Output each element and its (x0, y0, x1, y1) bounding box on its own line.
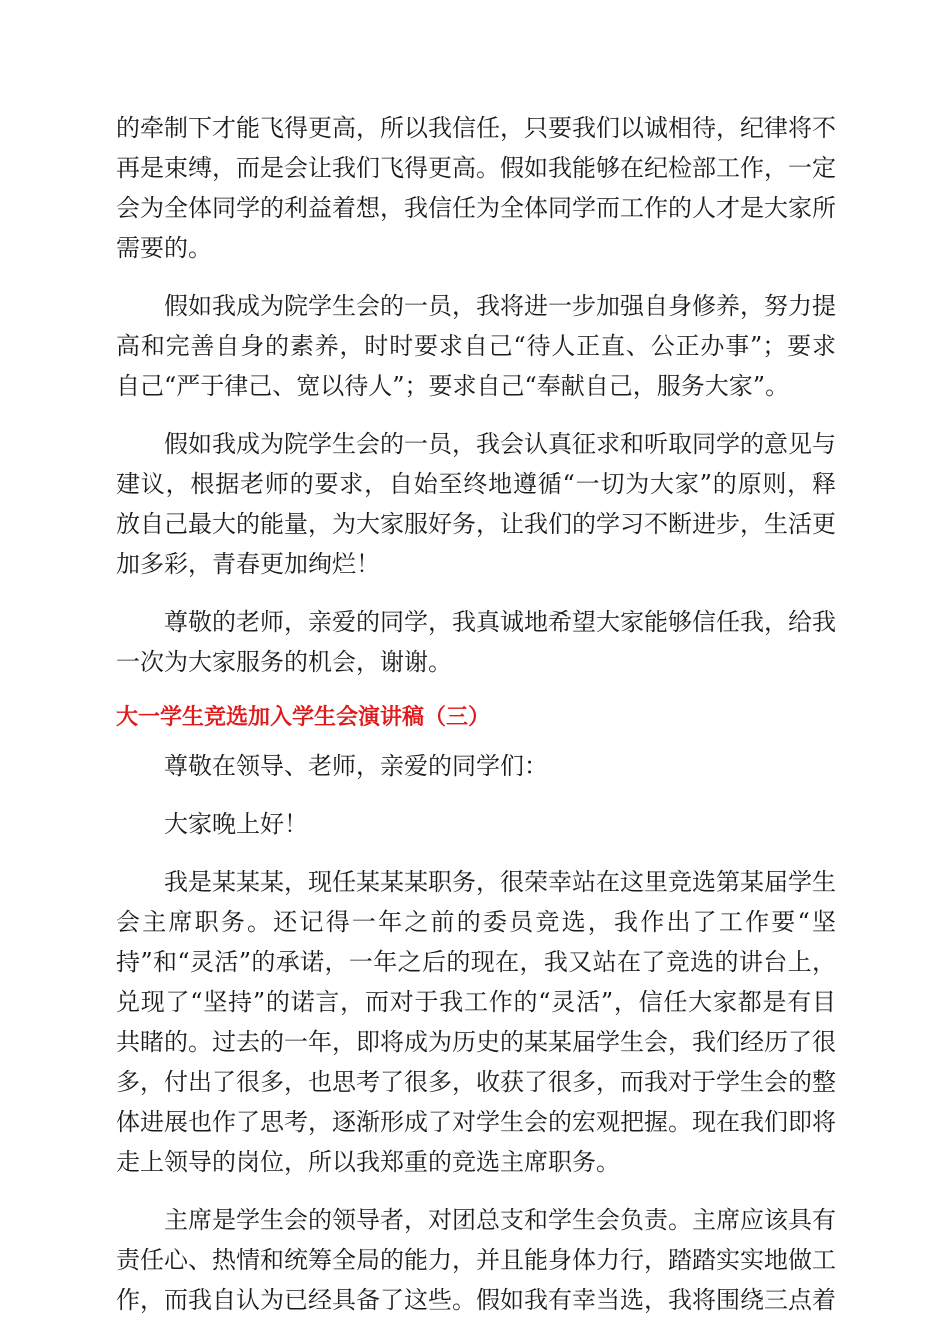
section-heading: 大一学生竞选加入学生会演讲稿（三） (116, 705, 491, 730)
paragraph-introduction: 我是某某某，现任某某某职务，很荣幸站在这里竞选第某届学生会主席职务。还记得一年之前的委员竞选，我作出了工作要“坚持”和“灵活”的承诺，一年之后的现在，我又站在了竞选的讲台上，兑现了“坚持”的诺言，而对于我工作的“灵活”，信任大家都是有目共睹的。过去的一年，即将成为历史的某某届学生会，我们经历了很多，付出了很多，也思考了很多，收获了很多，而我对于学生会的整体进展也作了思考，逐渐形成了对学生会的宏观把握。现在我们即将走上领导的岗位，所以我郑重的竞选主席职务。 (116, 868, 836, 1176)
paragraph-greeting: 大家晚上好！ (164, 810, 308, 838)
paragraph-chairman-role: 主席是学生会的领导者，对团总支和学生会负责。主席应该具有责任心、热情和统筹全局的能力，并且能身体力行，踏踏实实地做工作，而我自认为已经具备了这些。假如我有幸当选，我将围绕三点着 (116, 1206, 836, 1314)
paragraph-listen-opinions: 假如我成为院学生会的一员，我会认真征求和听取同学的意见与建议，根据老师的要求，自始至终地遵循“一切为大家”的原则，释放自己最大的能量，为大家服好务，让我们的学习不断进步，生活更加多彩，青春更加绚烂！ (116, 430, 836, 578)
paragraph-salutation: 尊敬在领导、老师，亲爱的同学们： (164, 752, 548, 780)
paragraph-continued: 的牵制下才能飞得更高，所以我信任，只要我们以诚相待，纪律将不再是束缚，而是会让我们飞得更高。假如我能够在纪检部工作，一定会为全体同学的利益着想，我信任为全体同学而工作的人才是大家所需要的。 (116, 114, 836, 262)
paragraph-self-improvement: 假如我成为院学生会的一员，我将进一步加强自身修养，努力提高和完善自身的素养，时时要求自己“待人正直、公正办事”；要求自己“严于律己、宽以待人”；要求自己“奉献自己，服务大家”。 (116, 292, 836, 400)
paragraph-closing-thanks: 尊敬的老师，亲爱的同学，我真诚地希望大家能够信任我，给我一次为大家服务的机会，谢谢。 (116, 608, 836, 676)
document-body (116, 108, 836, 1338)
